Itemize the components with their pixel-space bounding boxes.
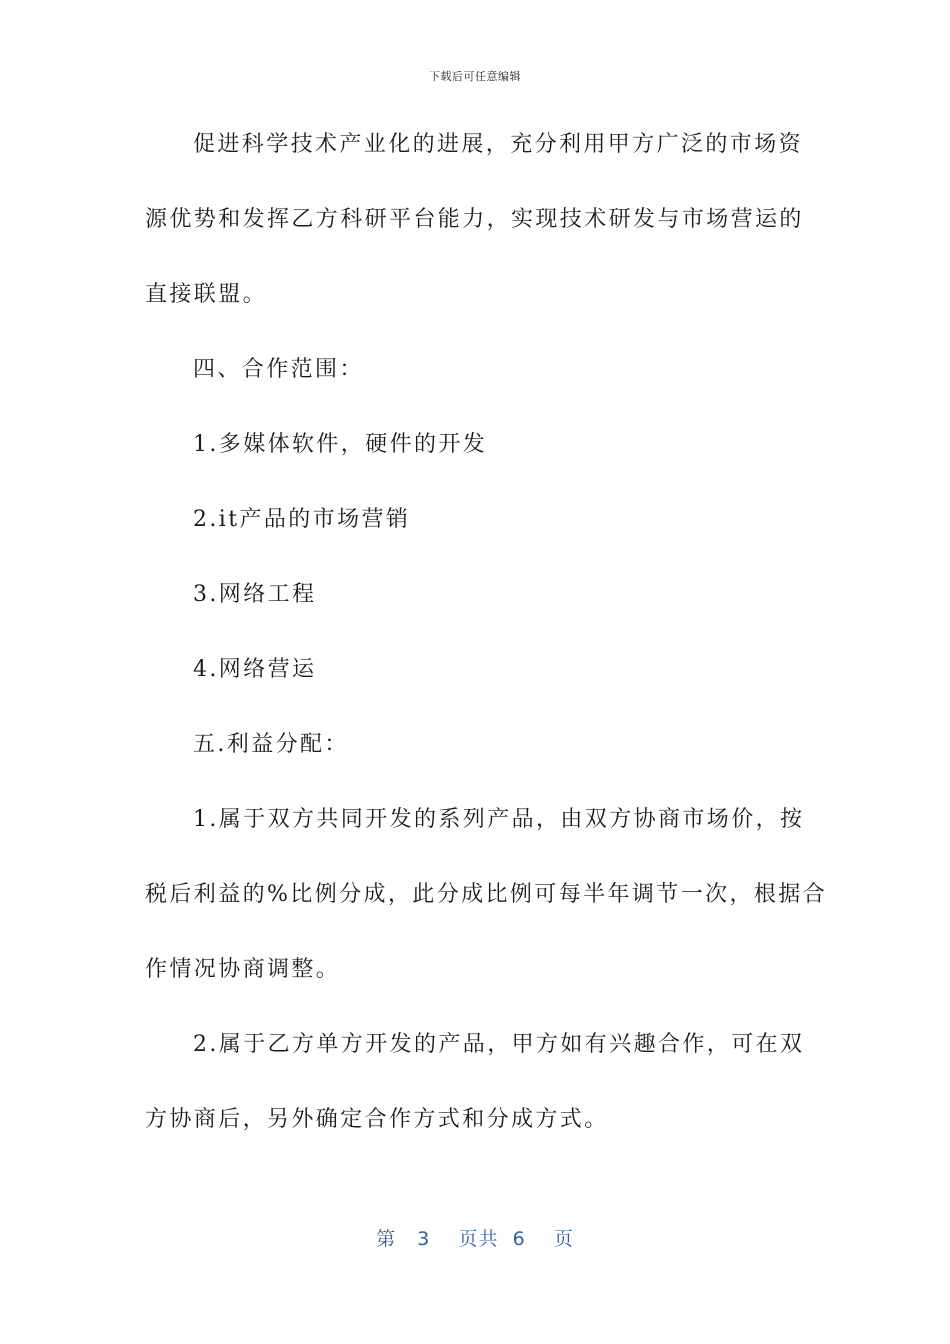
- page-footer: [0, 1224, 950, 1251]
- footer-prefix: 第: [376, 1228, 397, 1250]
- header-note: 下载后可任意编辑: [429, 70, 521, 83]
- paragraph-line: 方协商后，另外确定合作方式和分成方式。: [145, 1107, 609, 1132]
- paragraph-line: 2.属于乙方单方开发的产品，甲方如有兴趣合作，可在双: [193, 1032, 805, 1057]
- footer-middle: 页共: [458, 1228, 499, 1250]
- section-heading: 四、合作范围：: [193, 357, 364, 382]
- paragraph-line: 作情况协商调整。: [145, 957, 341, 982]
- footer-suffix: 页: [553, 1228, 574, 1250]
- list-item: 1.多媒体软件，硬件的开发: [193, 432, 488, 457]
- document-body: [145, 122, 828, 1172]
- paragraph-line: 源优势和发挥乙方科研平台能力，实现技术研发与市场营运的: [145, 207, 804, 232]
- total-pages-number: 6: [512, 1228, 526, 1250]
- list-item: 3.网络工程: [193, 582, 317, 607]
- list-item: 2.it产品的市场营销: [193, 507, 411, 532]
- current-page-number: 3: [417, 1228, 431, 1250]
- paragraph-line: 直接联盟。: [145, 282, 268, 307]
- paragraph-line: 促进科学技术产业化的进展，充分利用甲方广泛的市场资: [193, 132, 804, 157]
- paragraph-line: 1.属于双方共同开发的系列产品，由双方协商市场价，按: [193, 807, 805, 832]
- list-item: 4.网络营运: [193, 657, 317, 682]
- paragraph-line: 税后利益的%比例分成，此分成比例可每半年调节一次，根据合: [145, 882, 828, 907]
- section-heading: 五.利益分配：: [193, 732, 349, 757]
